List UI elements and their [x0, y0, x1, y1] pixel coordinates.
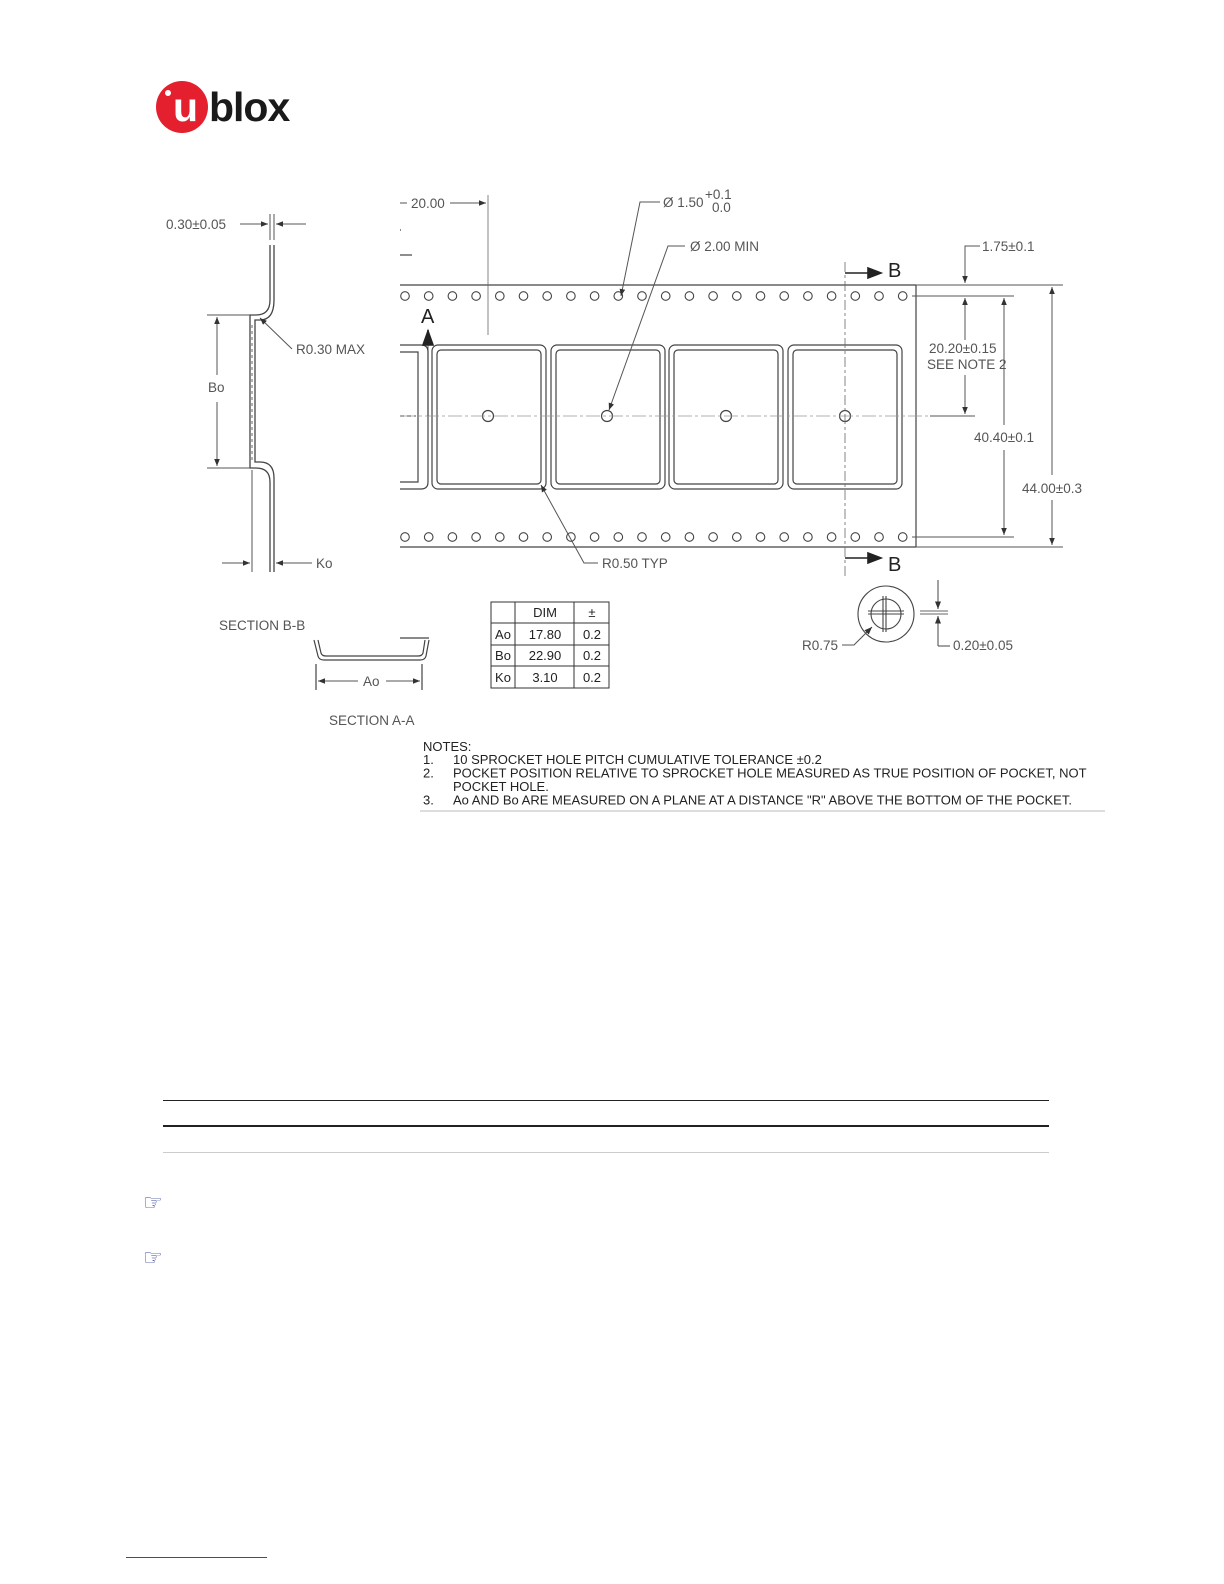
sprocket-hole-diameter-label: Ø 1.50 [663, 195, 704, 210]
profile-view [250, 245, 274, 572]
pointing-hand-icon: ☞ [143, 1191, 163, 1216]
sprocket-hole [424, 533, 433, 542]
radius-max-label: R0.30 MAX [296, 342, 366, 357]
sprocket-hole-tol-plus: +0.1 [705, 187, 732, 202]
note-text: 10 SPROCKET HOLE PITCH CUMULATIVE TOLERANCE ±0.2 [453, 752, 822, 767]
dim-table-cell: 22.90 [528, 648, 562, 663]
sprocket-hole [614, 533, 623, 542]
dim-table-cell: Bo [495, 648, 511, 663]
dim-table-cell: 3.10 [532, 670, 558, 685]
sprocket-hole [875, 292, 884, 301]
sprocket-hole [638, 533, 647, 542]
sprocket-hole [733, 533, 742, 542]
dim-table-cell: 0.2 [582, 670, 602, 685]
pitch-label: 20.00 [411, 196, 445, 211]
sprocket-hole [567, 292, 576, 301]
sprocket-hole [472, 292, 481, 301]
sprocket-hole [756, 533, 765, 542]
sprocket-hole [472, 533, 481, 542]
detail-hole [842, 580, 950, 646]
sprocket-hole [898, 533, 907, 542]
note-number: 3. [423, 792, 434, 808]
note-number: 2. [423, 765, 434, 781]
dim-table-header: DIM [533, 605, 557, 620]
sprocket-hole [519, 292, 528, 301]
hole-span-label: 40.40±0.1 [974, 430, 1034, 445]
see-note-label: SEE NOTE 2 [927, 357, 1007, 372]
sprocket-hole [638, 292, 647, 301]
section-arrows [423, 268, 881, 563]
pocket-radius-label: R0.50 TYP [602, 556, 668, 571]
notes [423, 739, 1087, 808]
sprocket-hole [448, 533, 457, 542]
sprocket-hole [804, 533, 813, 542]
sprocket-hole [685, 292, 694, 301]
ko-label: Ko [316, 556, 333, 571]
sprocket-hole [590, 533, 599, 542]
pockets [400, 345, 902, 489]
logo-u: u [173, 84, 199, 130]
note-text: POCKET POSITION RELATIVE TO SPROCKET HOLE MEASURED AS TRUE POSITION OF POCKET, NOT [453, 765, 1087, 781]
sprocket-hole [827, 533, 836, 542]
pointing-hand-icon: ☞ [143, 1246, 163, 1271]
sprocket-hole [496, 533, 505, 542]
tape-outline [400, 230, 916, 547]
sprocket-holes-top [401, 292, 907, 301]
sprocket-hole [543, 533, 552, 542]
section-b-bottom-label: B [888, 554, 902, 576]
notes-title: NOTES: [423, 739, 472, 754]
tape-width-label: 44.00±0.3 [1022, 481, 1082, 496]
detail-depth-label: 0.20±0.05 [953, 638, 1013, 653]
section-a-label: A [421, 306, 435, 328]
table-top-rule [163, 1100, 1049, 1101]
sprocket-hole-tol-minus: 0.0 [712, 200, 731, 215]
sprocket-hole [709, 533, 718, 542]
pocket-hole-diameter-label: Ø 2.00 MIN [690, 239, 760, 254]
footer-link-underline [126, 1557, 267, 1558]
center-lines [400, 195, 972, 576]
edge-distance-label: 1.75±0.1 [982, 239, 1035, 254]
dim-table-cell: 0.2 [582, 648, 602, 663]
section-bb-title: SECTION B-B [219, 618, 306, 633]
sprocket-hole [401, 292, 410, 301]
table-header-rule [163, 1125, 1049, 1127]
logo-wordmark: blox [209, 84, 290, 130]
table-bottom-rule [163, 1152, 1049, 1153]
dim-table-cell: 0.2 [582, 627, 602, 642]
pocket-position-label: 20.20±0.15 [929, 341, 997, 356]
bo-label: Bo [208, 380, 225, 395]
sprocket-hole [851, 292, 860, 301]
sprocket-hole [780, 533, 789, 542]
dim-table-cell: Ao [495, 627, 511, 642]
dim-table-header: ± [588, 605, 596, 620]
sprocket-hole [519, 533, 528, 542]
sprocket-hole [804, 292, 813, 301]
detail-radius-label: R0.75 [802, 638, 839, 653]
sprocket-hole [733, 292, 742, 301]
note-text: Ao AND Bo ARE MEASURED ON A PLANE AT A DISTANCE "R" ABOVE THE BOTTOM OF THE POCKET. [453, 792, 1072, 808]
sprocket-hole [709, 292, 718, 301]
sprocket-hole [685, 533, 694, 542]
sprocket-hole [851, 533, 860, 542]
sprocket-hole [898, 292, 907, 301]
note-text: POCKET HOLE. [453, 779, 549, 794]
sprocket-hole [543, 292, 552, 301]
sprocket-hole [590, 292, 599, 301]
sprocket-hole [401, 533, 410, 542]
sprocket-hole [780, 292, 789, 301]
sprocket-hole [661, 533, 670, 542]
sprocket-hole [827, 292, 836, 301]
dim-table-cell: 17.80 [528, 627, 562, 642]
sprocket-hole [448, 292, 457, 301]
section-aa-title: SECTION A-A [329, 713, 415, 728]
tape-dimensions [400, 202, 1063, 563]
sprocket-hole [496, 292, 505, 301]
sprocket-hole [756, 292, 765, 301]
sprocket-hole [875, 533, 884, 542]
section-b-top-label: B [888, 260, 902, 282]
dim-table-cell: Ko [495, 670, 511, 685]
sprocket-hole [661, 292, 670, 301]
thickness-label: 0.30±0.05 [166, 217, 226, 232]
sprocket-hole [424, 292, 433, 301]
sprocket-holes-bottom [401, 533, 907, 542]
note-number: 1. [423, 752, 434, 767]
section-bb-ao-label: Ao [363, 674, 380, 689]
